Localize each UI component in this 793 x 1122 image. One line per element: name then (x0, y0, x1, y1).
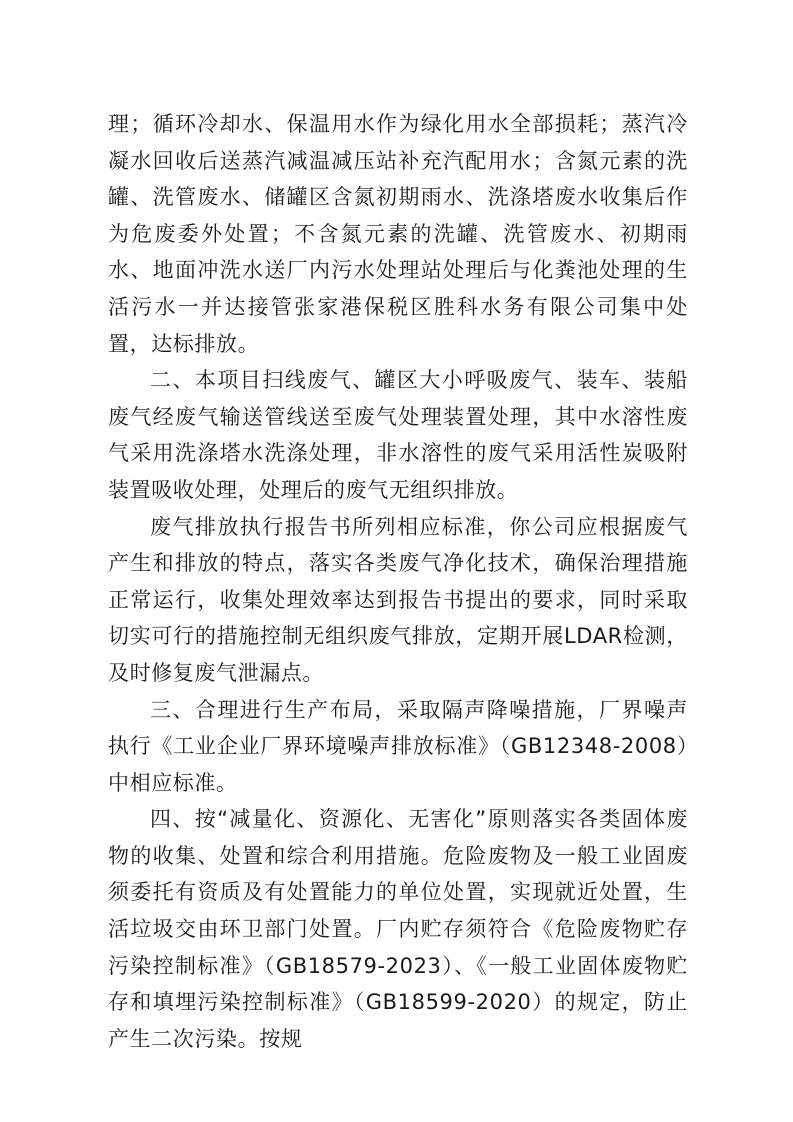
paragraph-exhaust-gas-treatment: 二、本项目扫线废气、罐区大小呼吸废气、装车、装船废气经废气输送管线送至废气处理装置处理，其中水溶性废气采用洗涤塔水洗涤处理，非水溶性的废气采用活性炭吸附装置吸收处理，处理后的废气无组织排放。 (108, 368, 688, 502)
paragraph-exhaust-gas-standards: 废气排放执行报告书所列相应标准，你公司应根据废气产生和排放的特点，落实各类废气净化技术，确保治理措施正常运行，收集处理效率达到报告书提出的要求，同时采取切实可行的措施控制无组织废气排放，定期开展LDAR检测，及时修复废气泄漏点。 (108, 514, 688, 685)
paragraph-noise-control: 三、合理进行生产布局，采取隔声降噪措施，厂界噪声执行《工业企业厂界环境噪声排放标准》（GB12348-2008）中相应标准。 (108, 697, 688, 795)
document-body (108, 106, 688, 1057)
paragraph-solid-waste: 四、按“减量化、资源化、无害化”原则落实各类固体废物的收集、处置和综合利用措施。危险废物及一般工业固废须委托有资质及有处置能力的单位处置，实现就近处置，生活垃圾交由环卫部门处置。厂内贮存须符合《危险废物贮存污染控制标准》（GB18579-2023）、《一般工业固体废物贮存和填埋污染控制标准》（GB18599-2020）的规定，防止产生二次污染。按规 (108, 807, 688, 1051)
paragraph-wastewater-continued: 理；循环冷却水、保温用水作为绿化用水全部损耗；蒸汽冷凝水回收后送蒸汽减温减压站补充汽配用水；含氮元素的洗罐、洗管废水、储罐区含氮初期雨水、洗涤塔废水收集后作为危废委外处置；不含氮元素的洗罐、洗管废水、初期雨水、地面冲洗水送厂内污水处理站处理后与化粪池处理的生活污水一并达接管张家港保税区胜科水务有限公司集中处置，达标排放。 (108, 112, 688, 356)
